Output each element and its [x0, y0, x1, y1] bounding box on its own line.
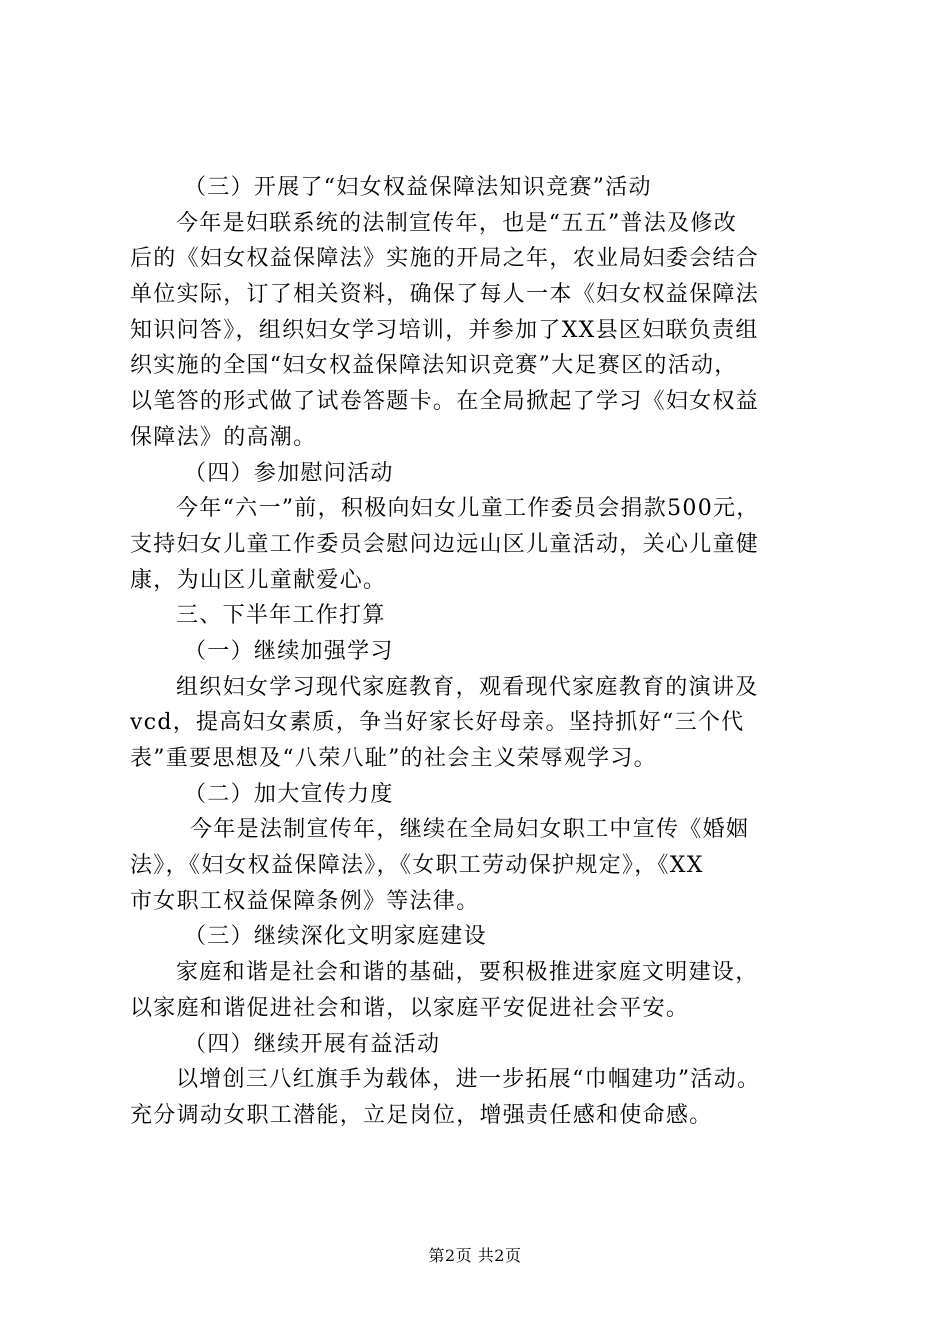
paragraph-line: vcd，提高妇女素质，争当好家长好母亲。坚持抓好“三个代	[130, 710, 745, 736]
paragraph-line: 保障法》的高潮。	[130, 424, 317, 450]
paragraph-line: 以增创三八红旗手为载体，进一步拓展“巾帼建功”活动。	[176, 1067, 761, 1093]
paragraph-line: 以家庭和谐促进社会和谐，以家庭平安促进社会平安。	[130, 995, 690, 1021]
paragraph-line: 组织妇女学习现代家庭教育，观看现代家庭教育的演讲及	[176, 674, 759, 700]
document-body	[130, 170, 850, 1134]
page-footer	[0, 1244, 950, 1268]
paragraph-line: 今年“六一”前，积极向妇女儿童工作委员会捐款500元，	[176, 496, 760, 522]
section-heading-family-building: （三）继续深化文明家庭建设	[184, 924, 487, 950]
paragraph-line: 后的《妇女权益保障法》实施的开局之年，农业局妇委会结合	[130, 246, 760, 272]
section-heading-publicity: （二）加大宣传力度	[184, 781, 394, 807]
section-heading-condolence: （四）参加慰问活动	[184, 460, 394, 486]
paragraph-line: 表”重要思想及“八荣八耻”的社会主义荣辱观学习。	[130, 746, 657, 771]
section-heading-second-half-plan: 三、下半年工作打算	[176, 603, 386, 629]
paragraph-line: 今年是法制宣传年，继续在全局妇女职工中宣传《婚姻	[190, 817, 750, 843]
paragraph-line: 单位实际，订了相关资料，确保了每人一本《妇女权益保障法	[130, 282, 760, 308]
section-heading-activities: （四）继续开展有益活动	[184, 1031, 441, 1057]
page-number-label: 第2页 共2页	[428, 1246, 522, 1265]
section-heading-knowledge-contest: （三）开展了“妇女权益保障法知识竞赛”活动	[184, 175, 652, 200]
paragraph-line: 知识问答》，组织妇女学习培训，并参加了XX县区妇联负责组	[130, 317, 759, 343]
paragraph-line: 康，为山区儿童献爱心。	[130, 567, 387, 593]
paragraph-line: 织实施的全国“妇女权益保障法知识竞赛”大足赛区的活动，	[130, 353, 738, 379]
paragraph-line: 充分调动女职工潜能，立足岗位，增强责任感和使命感。	[130, 1102, 713, 1128]
paragraph-line: 市女职工权益保障条例》等法律。	[130, 888, 480, 914]
section-heading-learning: （一）继续加强学习	[184, 638, 394, 664]
paragraph-line: 法》，《妇女权益保障法》，《女职工劳动保护规定》，《XX	[130, 853, 704, 879]
paragraph-line: 支持妇女儿童工作委员会慰问边远山区儿童活动，关心儿童健	[130, 531, 760, 557]
paragraph-line: 今年是妇联系统的法制宣传年，也是“五五”普法及修改	[176, 210, 737, 236]
paragraph-line: 以笔答的形式做了试卷答题卡。在全局掀起了学习《妇女权益	[130, 389, 760, 415]
paragraph-line: 家庭和谐是社会和谐的基础，要积极推进家庭文明建设，	[176, 960, 759, 986]
